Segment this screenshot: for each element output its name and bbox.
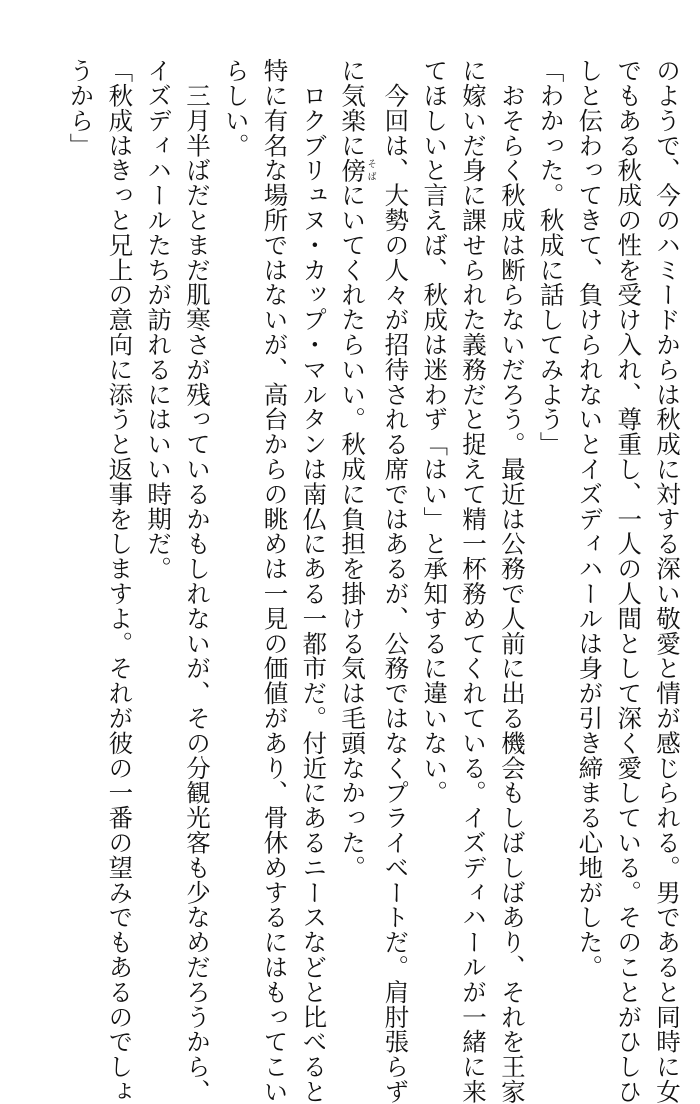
text-line: しと伝わってきて、負けられないとイズディハールは身が引き締まる心地がした。 [575,58,605,980]
ruby-base: 傍 [338,157,368,183]
text-line: らしい。 [221,58,251,158]
text-line: 今回は、大勢の人々が招待される席ではあるが、公務ではなくプライベートだ。肩肘張らず [381,58,411,1104]
text-line-with-ruby [332,58,375,958]
text-line: 三月半ばだとまだ肌寒さが残っているかもしれないが、その分観光客も少なめだろうから、 [182,58,212,1104]
ruby-line-after: にいてくれたらいい。秋成に負担を掛ける気は毛頭なかった。 [338,182,368,880]
text-line: てほしいと言えば、秋成は迷わず「はい」と承知するに違いない。 [420,58,450,805]
text-line: のようで、今のハミードからは秋成に対する深い敬愛と情が感じられる。男であると同時に女 [653,58,682,1104]
ruby-reading: そば [365,157,376,183]
ruby-annotation [338,157,376,183]
text-line: ロクブリュヌ・カップ・マルタンは南仏にある一都市だ。付近にあるニースなどと比べると [299,58,329,1104]
text-line: に嫁いだ身に課せられた義務だと捉えて精一杯務めてくれている。イズディハールが一緒に来 [459,58,489,1104]
dialogue-line: 「わかった。秋成に話してみよう」 [536,58,566,457]
ruby-line-before: に気楽に [338,58,368,158]
vertical-text-body [36,58,686,1104]
text-line: 特に有名な場所ではないが、高台からの眺めは一見の価値があり、骨休めするにはもってこい [260,58,290,1104]
dialogue-line: うから」 [66,58,96,158]
text-line: イズディハールたちが訪れるにはいい時期だ。 [144,58,174,581]
text-line: でもある秋成の性を受け入れ、尊重し、一人の人間として深く愛している。そのことがひしひ [614,58,644,1104]
dialogue-line: 「秋成はきっと兄上の意向に添うと返事をしますよ。それが彼の一番の望みでもあるのでしょ [105,58,135,1104]
text-line: おそらく秋成は断らないだろう。最近は公務で人前に出る機会もしばしばあり、それを王家 [497,58,527,1104]
